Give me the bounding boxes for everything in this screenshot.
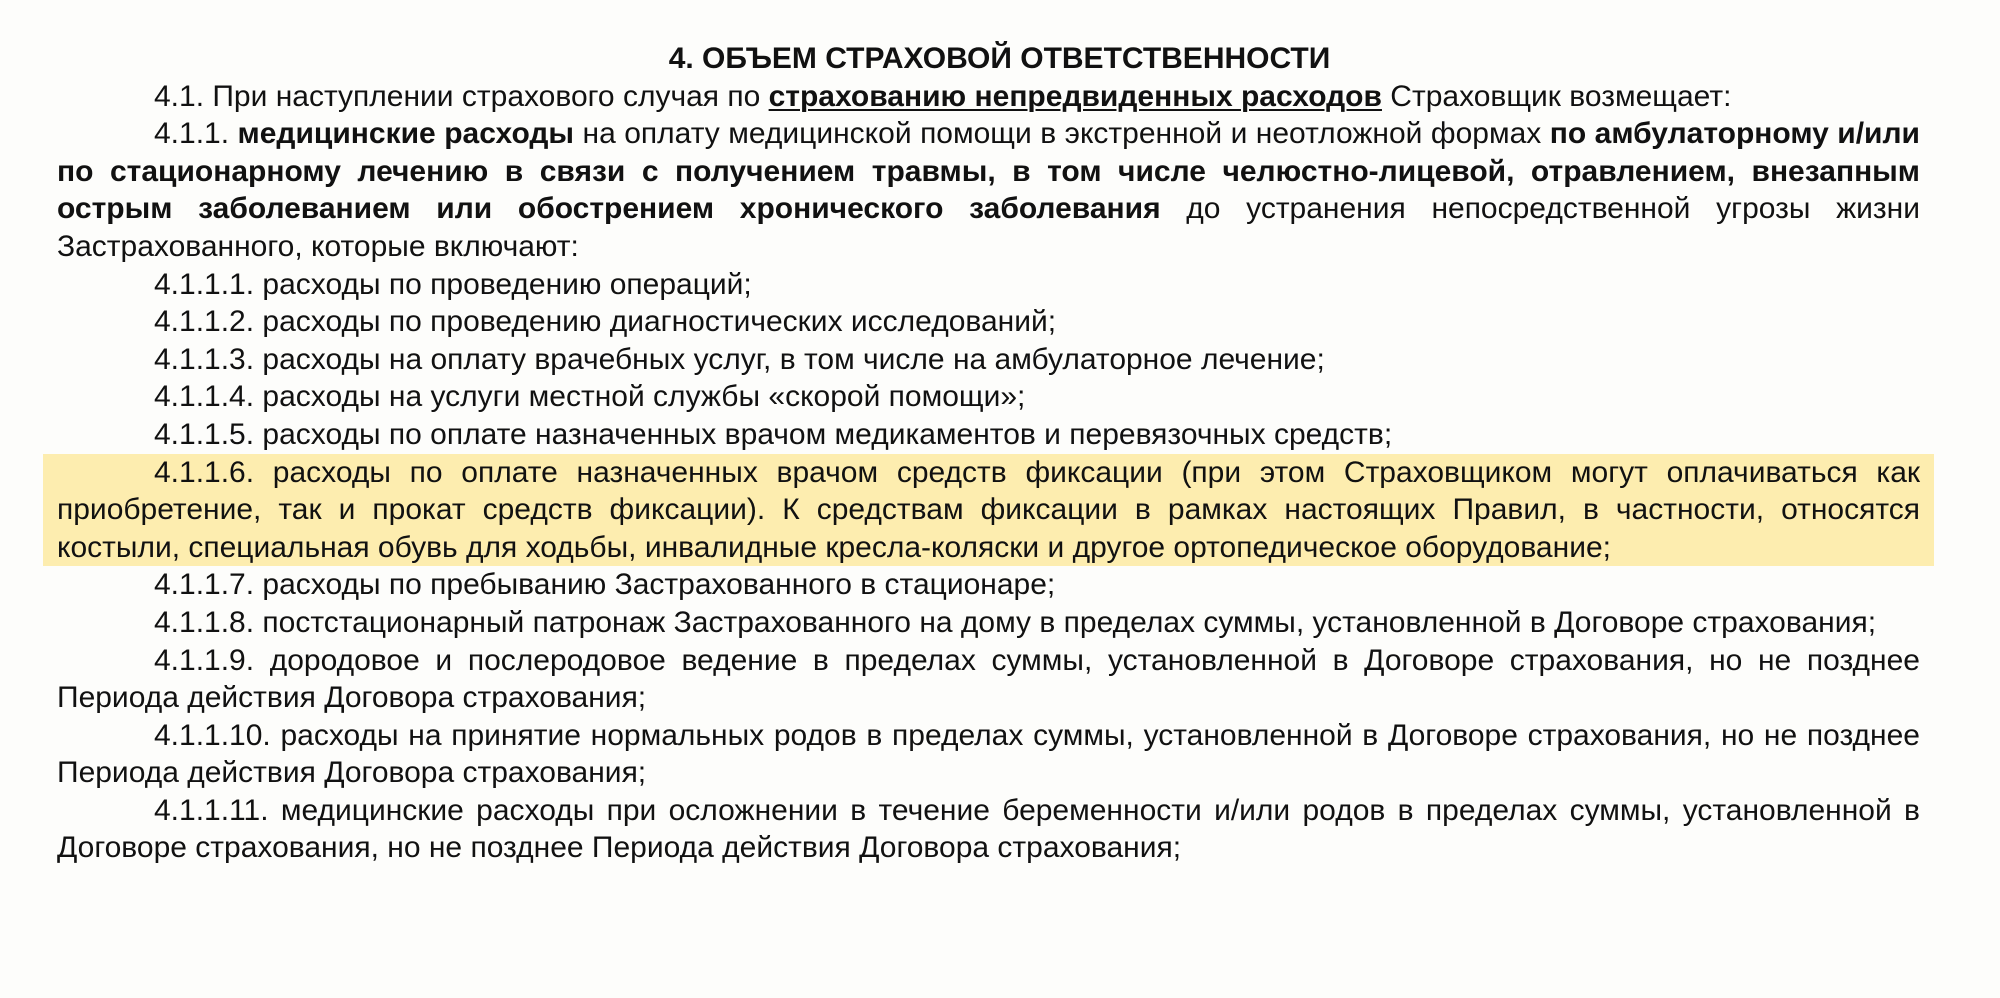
item-4-1-1-9: 4.1.1.9. дородовое и послеродовое ведение в пределах суммы, установленной в Договоре страхования, но не позднее Периода действия Договора страхования; [57, 643, 1920, 715]
paragraph-4-1 [57, 78, 1920, 116]
item-4-1-1-11: 4.1.1.11. медицинские расходы при осложнении в течение беременности и/или родов в пределах суммы, установленной в Договоре страхования, но не позднее Периода действия Договора страхования; [57, 793, 1920, 865]
treatment-conditions-bold: по амбулаторному и/или по стационарному лечению в связи с получением травмы, в том числе челюстно-лицевой, отравлением, внезапным острым заболеванием или обострением хронического заболевания [57, 117, 1920, 226]
paragraph-4-1-1-text1: на оплату медицинской помощи в экстренной и неотложной формах [574, 117, 1550, 151]
paragraph-4-1-suffix: Страховщик возмещает: [1381, 79, 1732, 113]
section-title: 4. ОБЪЕМ СТРАХОВОЙ ОТВЕТСТВЕННОСТИ [668, 42, 1331, 75]
item-4-1-1-2: 4.1.1.2. расходы по проведению диагностических исследований; [154, 305, 1057, 339]
medical-expenses-bold: медицинские расходы [237, 117, 575, 151]
insurance-type-emphasis: страхованию непредвиденных расходов [768, 79, 1382, 113]
item-4-1-1-5: 4.1.1.5. расходы по оплате назначенных врачом медикаментов и перевязочных средств; [154, 417, 1393, 451]
item-4-1-1-1: 4.1.1.1. расходы по проведению операций; [154, 267, 752, 301]
item-4-1-1-3: 4.1.1.3. расходы на оплату врачебных услуг, в том числе на амбулаторное лечение; [154, 342, 1325, 376]
paragraph-4-1-1 [57, 115, 1920, 265]
item-4-1-1-8: 4.1.1.8. постстационарный патронаж Застрахованного на дому в пределах суммы, установленной в Договоре страхования; [154, 605, 1877, 639]
item-4-1-1-7: 4.1.1.7. расходы по пребыванию Застрахованного в стационаре; [154, 568, 1056, 602]
paragraph-4-1-prefix: 4.1. При наступлении страхового случая по [154, 79, 769, 113]
paragraph-4-1-1-number: 4.1.1. [154, 117, 238, 151]
item-4-1-1-4: 4.1.1.4. расходы на услуги местной службы «скорой помощи»; [154, 380, 1026, 414]
item-4-1-1-10: 4.1.1.10. расходы на принятие нормальных родов в пределах суммы, установленной в Договоре страхования, но не позднее Периода действия Договора страхования; [57, 718, 1920, 790]
item-4-1-1-6-highlighted: 4.1.1.6. расходы по оплате назначенных врачом средств фиксации (при этом Страховщиком могут оплачиваться как приобретение, так и прокат средств фиксации). К средствам фиксации в рамках настоящих Правил, в частности, относятся костыли, специальная обувь для ходьбы, инвалидные кресла-коляски и другое ортопедическое оборудование; [43, 454, 1934, 567]
paragraph-4-1-1-text2: до устранения непосредственной угрозы жизни Застрахованного, которые включают: [57, 192, 1921, 263]
